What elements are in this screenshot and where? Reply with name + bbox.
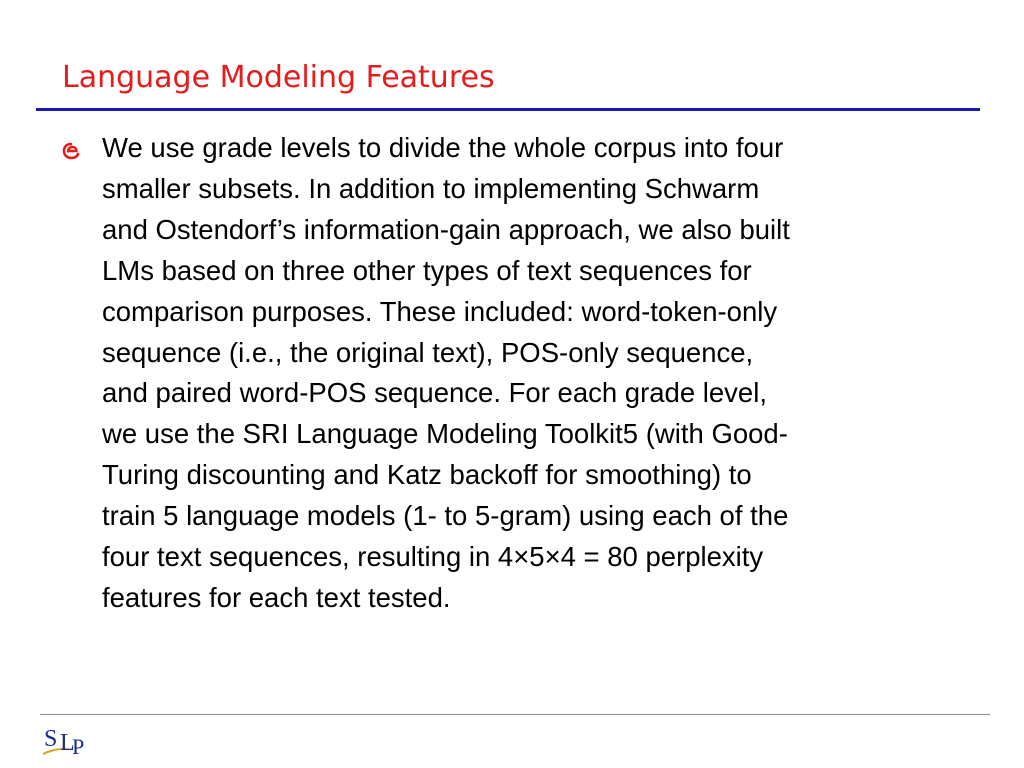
- bullet-line: sequence (i.e., the original text), POS-only sequence,: [102, 336, 754, 368]
- svg-text:S: S: [44, 726, 58, 752]
- svg-text:L: L: [60, 730, 75, 756]
- bullet-line: comparison purposes. These included: word-token-only: [102, 295, 778, 327]
- footer-divider: [40, 714, 990, 715]
- bullet-line: we use the SRI Language Modeling Toolkit5 (with Good-: [102, 418, 788, 450]
- bullet-line: We use grade levels to divide the whole corpus into four: [102, 132, 784, 163]
- bullet-line: and paired word-POS sequence. For each grade level,: [102, 377, 767, 409]
- bullet-line: features for each text tested.: [102, 581, 451, 613]
- slide-title: Language Modeling Features: [62, 60, 495, 95]
- bullet-line: smaller subsets. In addition to implementing Schwarm: [102, 172, 760, 204]
- slp-logo: [40, 720, 96, 760]
- swirl-bullet-icon: [62, 142, 80, 160]
- title-divider: [36, 108, 980, 111]
- bullet-line: Turing discounting and Katz backoff for smoothing) to: [102, 459, 752, 491]
- svg-text:P: P: [72, 734, 85, 759]
- bullet-line: LMs based on three other types of text sequences for: [102, 254, 752, 286]
- bullet-line: four text sequences, resulting in 4×5×4 = 80 perplexity: [102, 541, 764, 573]
- bullet-text: [102, 128, 972, 619]
- bullet-line: and Ostendorf’s information-gain approach, we also built: [102, 213, 790, 245]
- bullet-line: train 5 language models (1- to 5-gram) using each of the: [102, 500, 789, 532]
